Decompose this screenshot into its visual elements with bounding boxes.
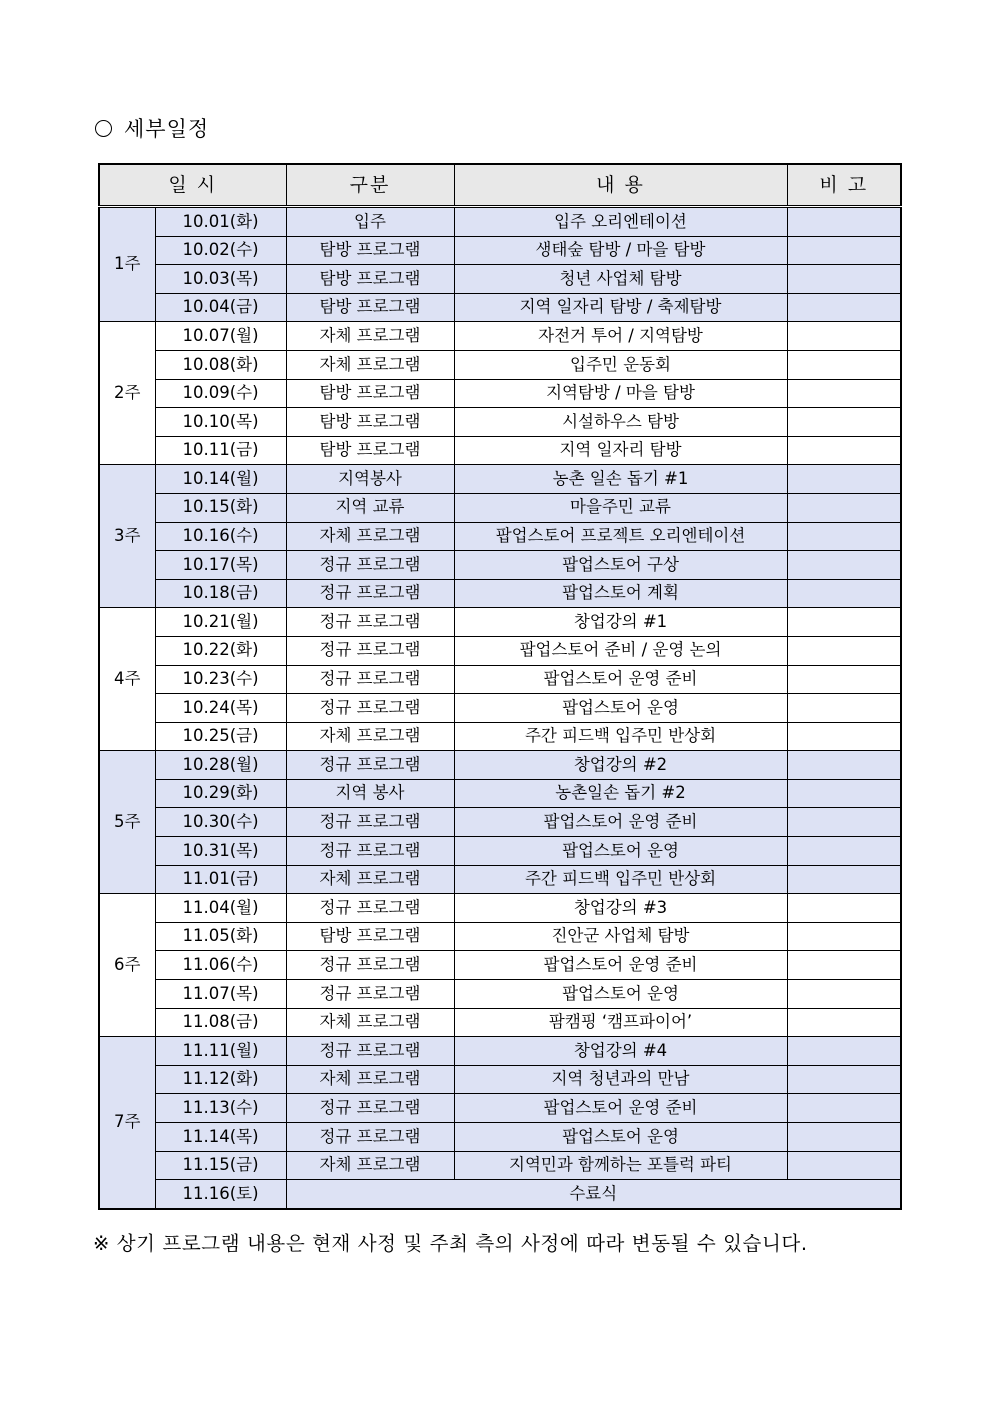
category-cell: 입주 <box>286 207 454 237</box>
content-cell: 주간 피드백 입주민 반상회 <box>454 865 787 894</box>
note-cell <box>787 236 901 265</box>
note-cell <box>787 694 901 723</box>
date-cell: 10.31(목) <box>155 837 286 866</box>
category-cell: 정규 프로그램 <box>286 1037 454 1066</box>
category-cell: 정규 프로그램 <box>286 980 454 1009</box>
content-cell: 팝업스토어 준비 / 운영 논의 <box>454 636 787 665</box>
date-cell: 10.23(수) <box>155 665 286 694</box>
date-cell: 10.08(화) <box>155 350 286 379</box>
header-category: 구분 <box>286 164 454 207</box>
content-cell: 지역 일자리 탐방 / 축제탐방 <box>454 293 787 322</box>
table-row <box>99 894 901 923</box>
date-cell: 10.24(목) <box>155 694 286 723</box>
content-cell: 입주민 운동회 <box>454 350 787 379</box>
note-cell <box>787 293 901 322</box>
table-row <box>99 207 901 237</box>
content-cell: 팝업스토어 운영 준비 <box>454 951 787 980</box>
header-note: 비 고 <box>787 164 901 207</box>
date-cell: 11.05(화) <box>155 922 286 951</box>
note-cell <box>787 1123 901 1152</box>
table-row <box>99 1123 901 1152</box>
category-cell: 지역 교류 <box>286 493 454 522</box>
content-cell: 창업강의 #2 <box>454 751 787 780</box>
date-cell: 11.15(금) <box>155 1151 286 1180</box>
note-cell <box>787 808 901 837</box>
note-cell <box>787 922 901 951</box>
note-cell <box>787 980 901 1009</box>
note-cell <box>787 1037 901 1066</box>
date-cell: 10.16(수) <box>155 522 286 551</box>
date-cell: 10.21(월) <box>155 608 286 637</box>
note-cell <box>787 1094 901 1123</box>
category-cell: 자체 프로그램 <box>286 1065 454 1094</box>
section-heading <box>95 112 209 144</box>
content-cell: 시설하우스 탐방 <box>454 408 787 437</box>
header-date: 일 시 <box>99 164 286 207</box>
note-cell <box>787 408 901 437</box>
date-cell: 10.18(금) <box>155 579 286 608</box>
date-cell: 11.07(목) <box>155 980 286 1009</box>
category-cell: 정규 프로그램 <box>286 1123 454 1152</box>
merged-cell: 수료식 <box>286 1180 901 1209</box>
date-cell: 10.07(월) <box>155 322 286 351</box>
table-row <box>99 779 901 808</box>
content-cell: 지역 일자리 탐방 <box>454 436 787 465</box>
date-cell: 11.11(월) <box>155 1037 286 1066</box>
table-row <box>99 636 901 665</box>
category-cell: 탐방 프로그램 <box>286 436 454 465</box>
note-cell <box>787 579 901 608</box>
date-cell: 11.08(금) <box>155 1008 286 1037</box>
category-cell: 탐방 프로그램 <box>286 265 454 294</box>
category-cell: 정규 프로그램 <box>286 1094 454 1123</box>
content-cell: 자전거 투어 / 지역탐방 <box>454 322 787 351</box>
circle-bullet-icon <box>95 120 112 137</box>
date-cell: 10.04(금) <box>155 293 286 322</box>
category-cell: 정규 프로그램 <box>286 665 454 694</box>
date-cell: 10.10(목) <box>155 408 286 437</box>
table-row <box>99 551 901 580</box>
content-cell: 팝업스토어 운영 <box>454 1123 787 1152</box>
note-cell <box>787 436 901 465</box>
content-cell: 팝업스토어 운영 준비 <box>454 808 787 837</box>
table-row <box>99 751 901 780</box>
table-row <box>99 1037 901 1066</box>
content-cell: 팝업스토어 프로젝트 오리엔테이션 <box>454 522 787 551</box>
category-cell: 정규 프로그램 <box>286 951 454 980</box>
date-cell: 10.30(수) <box>155 808 286 837</box>
table-row <box>99 1065 901 1094</box>
content-cell: 마을주민 교류 <box>454 493 787 522</box>
date-cell: 10.11(금) <box>155 436 286 465</box>
table-row <box>99 236 901 265</box>
date-cell: 10.28(월) <box>155 751 286 780</box>
table-row <box>99 951 901 980</box>
table-row <box>99 493 901 522</box>
category-cell: 자체 프로그램 <box>286 1151 454 1180</box>
content-cell: 팝업스토어 운영 준비 <box>454 665 787 694</box>
note-cell <box>787 379 901 408</box>
table-row <box>99 579 901 608</box>
table-row <box>99 436 901 465</box>
content-cell: 지역 청년과의 만남 <box>454 1065 787 1094</box>
content-cell: 팝업스토어 운영 <box>454 837 787 866</box>
note-cell <box>787 207 901 237</box>
table-row <box>99 922 901 951</box>
content-cell: 팜캠핑 ‘캠프파이어’ <box>454 1008 787 1037</box>
content-cell: 청년 사업체 탐방 <box>454 265 787 294</box>
category-cell: 정규 프로그램 <box>286 579 454 608</box>
table-row <box>99 293 901 322</box>
footnote: ※ 상기 프로그램 내용은 현재 사정 및 주최 측의 사정에 따라 변동될 수 있습니다. <box>93 1232 808 1255</box>
section-title: 세부일정 <box>124 117 210 141</box>
category-cell: 정규 프로그램 <box>286 608 454 637</box>
content-cell: 팝업스토어 구상 <box>454 551 787 580</box>
category-cell: 정규 프로그램 <box>286 551 454 580</box>
date-cell: 10.02(수) <box>155 236 286 265</box>
content-cell: 지역탐방 / 마을 탐방 <box>454 379 787 408</box>
table-row <box>99 1151 901 1180</box>
table-row <box>99 350 901 379</box>
date-cell: 11.01(금) <box>155 865 286 894</box>
table-row <box>99 1180 901 1209</box>
date-cell: 10.22(화) <box>155 636 286 665</box>
note-cell <box>787 865 901 894</box>
table-row <box>99 722 901 751</box>
content-cell: 농촌일손 돕기 #2 <box>454 779 787 808</box>
content-cell: 팝업스토어 운영 준비 <box>454 1094 787 1123</box>
table-body <box>99 207 901 1209</box>
note-cell <box>787 1008 901 1037</box>
date-cell: 10.17(목) <box>155 551 286 580</box>
category-cell: 탐방 프로그램 <box>286 379 454 408</box>
content-cell: 팝업스토어 운영 <box>454 694 787 723</box>
table-row <box>99 1094 901 1123</box>
category-cell: 탐방 프로그램 <box>286 236 454 265</box>
category-cell: 자체 프로그램 <box>286 865 454 894</box>
content-cell: 창업강의 #4 <box>454 1037 787 1066</box>
date-cell: 11.16(토) <box>155 1180 286 1209</box>
content-cell: 주간 피드백 입주민 반상회 <box>454 722 787 751</box>
date-cell: 11.04(월) <box>155 894 286 923</box>
date-cell: 10.09(수) <box>155 379 286 408</box>
category-cell: 자체 프로그램 <box>286 722 454 751</box>
date-cell: 10.03(목) <box>155 265 286 294</box>
note-cell <box>787 493 901 522</box>
date-cell: 10.25(금) <box>155 722 286 751</box>
date-cell: 10.14(월) <box>155 465 286 494</box>
table-row <box>99 322 901 351</box>
note-cell <box>787 265 901 294</box>
note-cell <box>787 1151 901 1180</box>
table-row <box>99 837 901 866</box>
week-label: 6주 <box>99 894 155 1037</box>
category-cell: 정규 프로그램 <box>286 636 454 665</box>
category-cell: 자체 프로그램 <box>286 522 454 551</box>
note-cell <box>787 636 901 665</box>
week-label: 3주 <box>99 465 155 608</box>
header-content: 내 용 <box>454 164 787 207</box>
date-cell: 11.06(수) <box>155 951 286 980</box>
week-label: 4주 <box>99 608 155 751</box>
content-cell: 입주 오리엔테이션 <box>454 207 787 237</box>
date-cell: 11.12(화) <box>155 1065 286 1094</box>
table-row <box>99 980 901 1009</box>
table-row <box>99 379 901 408</box>
schedule-table <box>98 163 902 1210</box>
content-cell: 지역민과 함께하는 포틀럭 파티 <box>454 1151 787 1180</box>
content-cell: 진안군 사업체 탐방 <box>454 922 787 951</box>
note-cell <box>787 465 901 494</box>
note-cell <box>787 837 901 866</box>
content-cell: 팝업스토어 운영 <box>454 980 787 1009</box>
note-cell <box>787 665 901 694</box>
date-cell: 10.15(화) <box>155 493 286 522</box>
table-row <box>99 694 901 723</box>
table-row <box>99 665 901 694</box>
table-row <box>99 522 901 551</box>
content-cell: 창업강의 #1 <box>454 608 787 637</box>
note-cell <box>787 1065 901 1094</box>
category-cell: 정규 프로그램 <box>286 808 454 837</box>
note-cell <box>787 779 901 808</box>
table-row <box>99 808 901 837</box>
category-cell: 지역 봉사 <box>286 779 454 808</box>
note-cell <box>787 350 901 379</box>
date-cell: 10.01(화) <box>155 207 286 237</box>
note-cell <box>787 522 901 551</box>
note-cell <box>787 551 901 580</box>
note-cell <box>787 608 901 637</box>
content-cell: 생태숲 탐방 / 마을 탐방 <box>454 236 787 265</box>
category-cell: 지역봉사 <box>286 465 454 494</box>
note-cell <box>787 751 901 780</box>
table-row <box>99 465 901 494</box>
table-row <box>99 865 901 894</box>
category-cell: 정규 프로그램 <box>286 751 454 780</box>
content-cell: 창업강의 #3 <box>454 894 787 923</box>
content-cell: 팝업스토어 계획 <box>454 579 787 608</box>
note-cell <box>787 894 901 923</box>
category-cell: 탐방 프로그램 <box>286 922 454 951</box>
date-cell: 10.29(화) <box>155 779 286 808</box>
category-cell: 탐방 프로그램 <box>286 408 454 437</box>
week-label: 1주 <box>99 207 155 322</box>
table-row <box>99 1008 901 1037</box>
table-header-row <box>99 164 901 207</box>
week-label: 2주 <box>99 322 155 465</box>
category-cell: 정규 프로그램 <box>286 894 454 923</box>
category-cell: 정규 프로그램 <box>286 694 454 723</box>
table-row <box>99 408 901 437</box>
date-cell: 11.14(목) <box>155 1123 286 1152</box>
note-cell <box>787 951 901 980</box>
table-row <box>99 265 901 294</box>
content-cell: 농촌 일손 돕기 #1 <box>454 465 787 494</box>
date-cell: 11.13(수) <box>155 1094 286 1123</box>
week-label: 7주 <box>99 1037 155 1209</box>
category-cell: 자체 프로그램 <box>286 322 454 351</box>
note-cell <box>787 722 901 751</box>
week-label: 5주 <box>99 751 155 894</box>
category-cell: 자체 프로그램 <box>286 350 454 379</box>
table-row <box>99 608 901 637</box>
category-cell: 정규 프로그램 <box>286 837 454 866</box>
category-cell: 자체 프로그램 <box>286 1008 454 1037</box>
category-cell: 탐방 프로그램 <box>286 293 454 322</box>
note-cell <box>787 322 901 351</box>
